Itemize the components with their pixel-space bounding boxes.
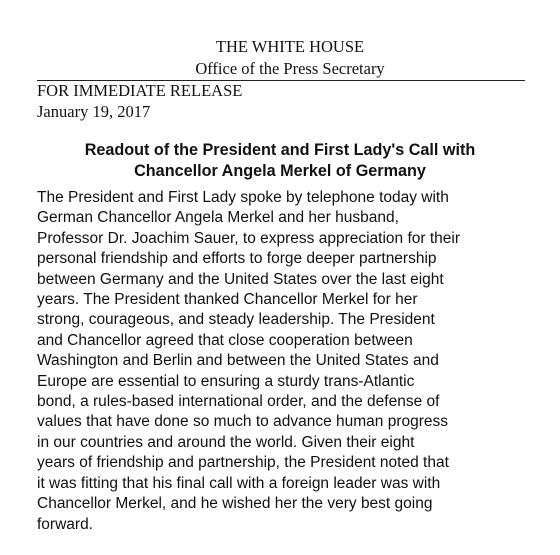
body-line: personal friendship and efforts to forge deeper partnership bbox=[37, 250, 437, 268]
body-line: strong, courageous, and steady leadership. The President bbox=[37, 311, 435, 329]
body-line: Chancellor Merkel, and he wished her the very best going bbox=[37, 495, 433, 513]
office-name: Office of the Press Secretary bbox=[195, 59, 385, 78]
body-line: forward. bbox=[37, 515, 93, 533]
title-line: Readout of the President and First Lady's Call with bbox=[84, 141, 476, 159]
body-line: bond, a rules-based international order, and the defense of bbox=[37, 393, 440, 411]
body-line: between Germany and the United States over the last eight bbox=[37, 270, 444, 288]
press-release-title bbox=[0, 140, 560, 182]
body-line: years. The President thanked Chancellor Merkel for her bbox=[37, 291, 418, 309]
body-line: it was fitting that his final call with a foreign leader was with bbox=[37, 474, 441, 492]
release-date: January 19, 2017 bbox=[37, 102, 151, 121]
organization-name: THE WHITE HOUSE bbox=[215, 37, 365, 56]
body-line: German Chancellor Angela Merkel and her husband, bbox=[37, 209, 399, 227]
body-line: The President and First Lady spoke by telephone today with bbox=[37, 189, 449, 206]
body-line: Washington and Berlin and between the United States and bbox=[37, 352, 439, 370]
body-line: and Chancellor agreed that close cooperation between bbox=[37, 331, 413, 349]
body-line: Professor Dr. Joachim Sauer, to express appreciation for their bbox=[37, 229, 461, 247]
body-line: in our countries and around the world. Given their eight bbox=[37, 433, 415, 451]
title-line: Chancellor Angela Merkel of Germany bbox=[134, 162, 426, 180]
press-release-body bbox=[37, 188, 547, 535]
body-line: Europe are essential to ensuring a sturdy trans-Atlantic bbox=[37, 372, 415, 390]
body-line: years of friendship and partnership, the President noted that bbox=[37, 454, 449, 472]
body-line: values that have done so much to advance human progress bbox=[37, 413, 449, 431]
release-label: FOR IMMEDIATE RELEASE bbox=[37, 81, 243, 100]
